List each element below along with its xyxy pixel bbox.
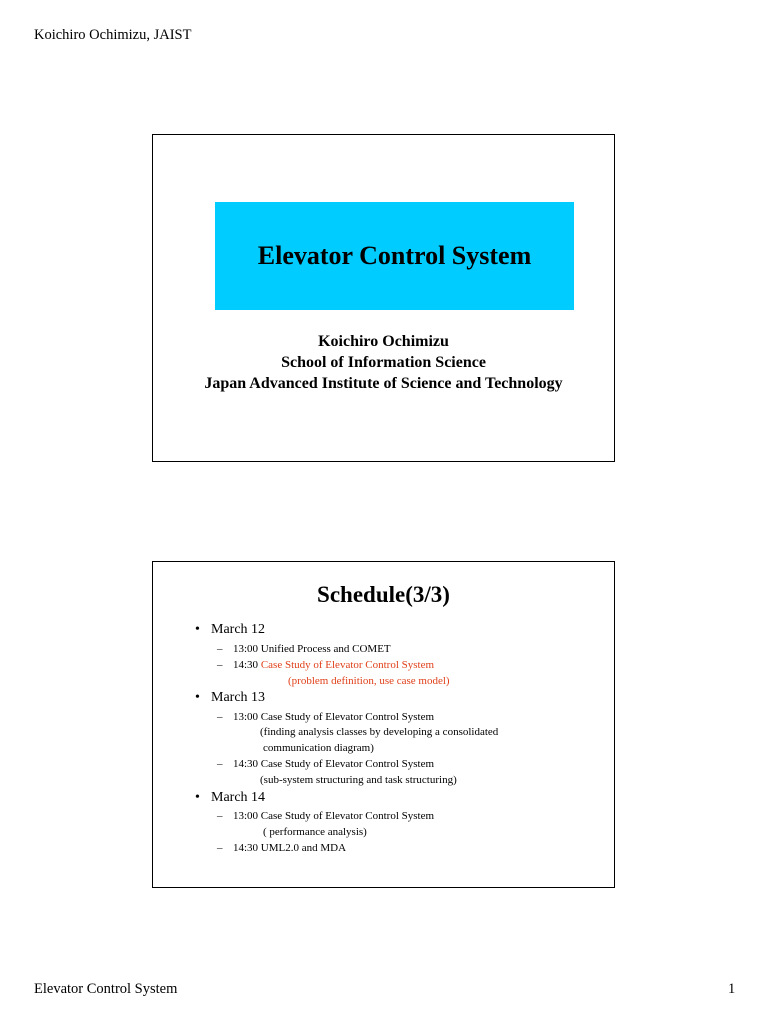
bullet-icon: • [195,690,200,705]
institute-name: Japan Advanced Institute of Science and Technology [204,375,563,392]
dash-icon: – [217,643,223,655]
schedule-slide [152,561,615,888]
dash-icon: – [217,758,223,770]
dash-icon: – [217,659,223,671]
bullet-icon: • [195,790,200,805]
schedule-item: – 13:00 Unified Process and COMET [217,643,391,655]
day-march-14: • March 14 [195,790,266,805]
page-header: Koichiro Ochimizu, JAIST [34,27,192,43]
day-march-13: • March 13 [195,690,266,705]
schedule-subitem: (problem definition, use case model) [288,675,450,687]
dash-icon: – [217,842,223,854]
schedule-subitem: ( performance analysis) [263,826,367,838]
bullet-icon: • [195,622,200,637]
schedule-item: – 14:30 UML2.0 and MDA [217,842,347,854]
author-block [153,331,614,394]
dash-icon: – [217,810,223,822]
schedule-subitem: (finding analysis classes by developing a consolidated [260,726,499,738]
title-slide [152,134,615,462]
schedule-item: – 14:30 Case Study of Elevator Control System [217,659,435,671]
highlighted-text: Case Study of Elevator Control System [260,659,435,671]
title-box [215,202,574,310]
dash-icon: – [217,711,223,723]
author-name: Koichiro Ochimizu [318,333,449,350]
schedule-subitem: (sub-system structuring and task structuring) [260,774,457,786]
schedule-title: Schedule(3/3) [317,582,450,607]
schedule-item: – 14:30 Case Study of Elevator Control System [217,758,435,770]
schedule-subitem: communication diagram) [263,742,374,754]
slide-title: Elevator Control System [257,241,532,270]
schedule-item: – 13:00 Case Study of Elevator Control System [217,810,435,822]
footer-title: Elevator Control System [34,981,178,997]
day-march-12: • March 12 [195,622,266,637]
schedule-item: – 13:00 Case Study of Elevator Control System [217,711,435,723]
school-name: School of Information Science [281,354,486,371]
page-number: 1 [728,981,736,997]
